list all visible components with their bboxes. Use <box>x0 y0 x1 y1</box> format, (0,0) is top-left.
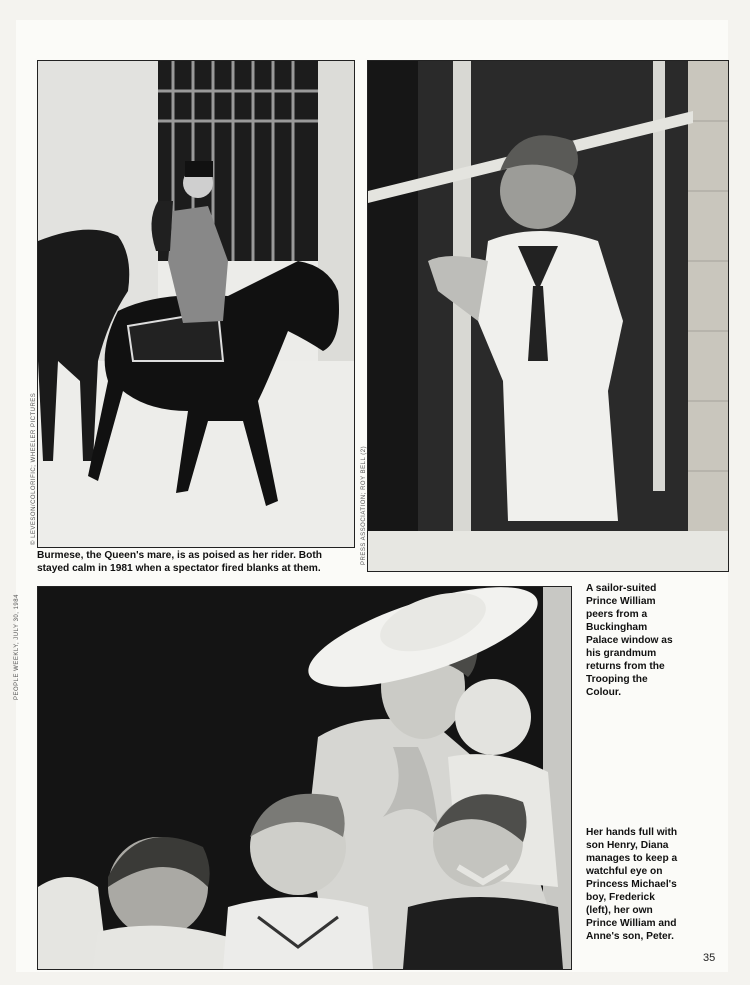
william-photo-credit: PRESS ASSOCIATION; ROY BELL (2) <box>361 445 367 565</box>
page-number: 35 <box>703 952 716 964</box>
balcony-family-photo <box>37 586 572 970</box>
magazine-side-credit: PEOPLE WEEKLY, JULY 30, 1984 <box>14 594 20 700</box>
william-window-image <box>368 61 728 571</box>
william-window-caption: A sailor-suited Prince William peers from a Buckingham Palace window as his grandmum returns from the Trooping the Colour. <box>586 583 673 698</box>
balcony-family-caption: Her hands full with son Henry, Diana manages to keep a watchful eye on Princess Michael's boy, Frederick (left), her own Prince William and Anne's son, Peter. <box>586 827 678 942</box>
william-window-photo <box>367 60 729 572</box>
queen-photo-caption: Burmese, the Queen's mare, is as poised as her rider. Both stayed calm in 1981 when a spectator fired blanks at them. <box>37 550 322 574</box>
queen-photo-credit: © LEVESON/COLORIFIC; WHEELER PICTURES <box>31 392 37 545</box>
queen-on-horse-photo <box>37 60 355 548</box>
queen-on-horse-image <box>38 61 354 547</box>
balcony-family-image <box>38 587 571 969</box>
